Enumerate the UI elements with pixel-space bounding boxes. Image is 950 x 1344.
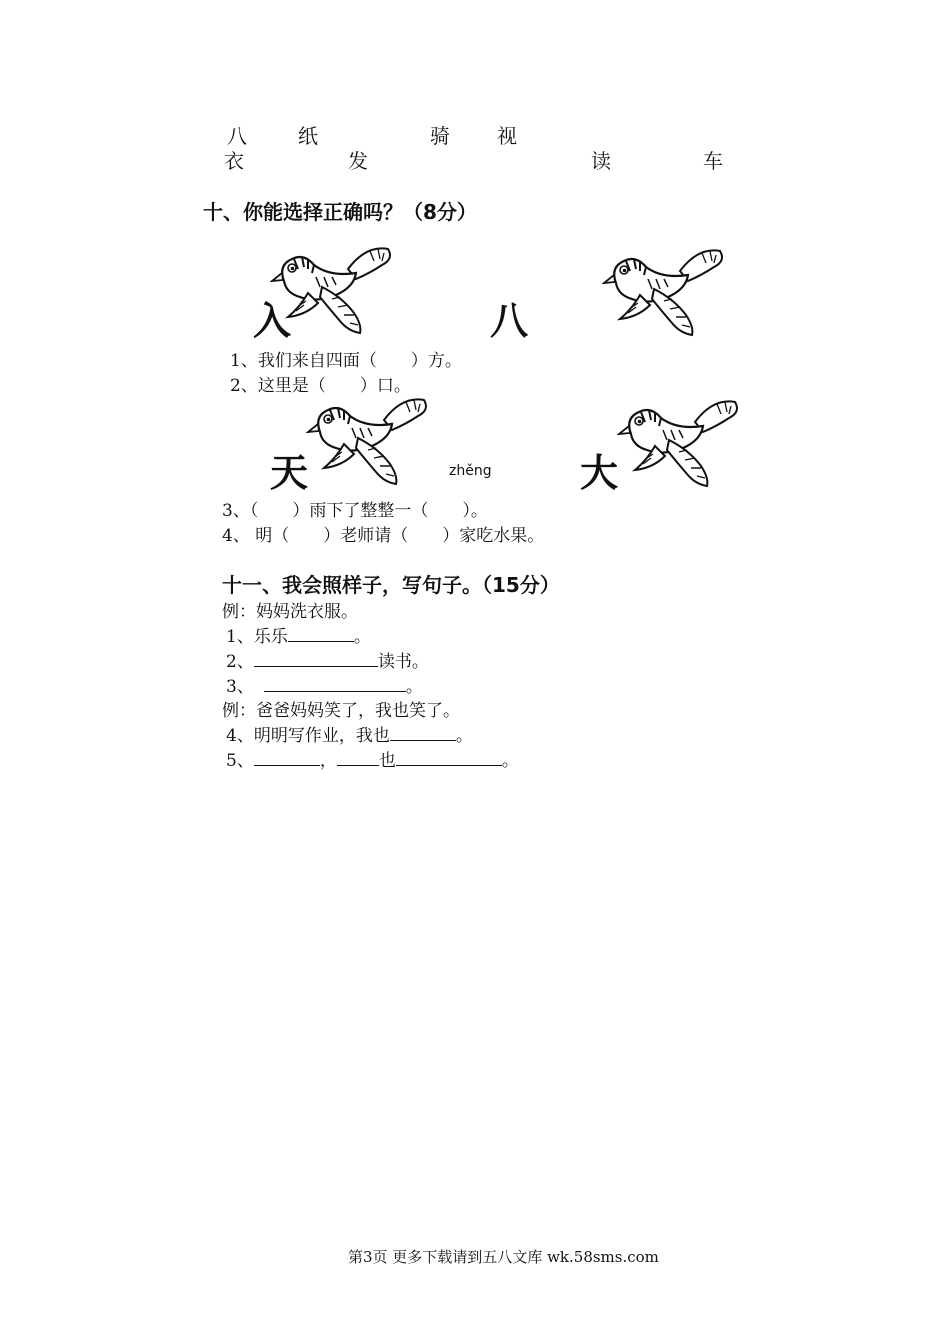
sentence-2 bbox=[226, 647, 429, 672]
sentence-5-comma: ， bbox=[319, 751, 337, 771]
question-3: 3、（ ）雨下了整整一（ ）。 bbox=[222, 501, 488, 521]
char-row1-item-2: 纸 bbox=[298, 124, 318, 148]
sentence-3-prefix: 3、 bbox=[226, 677, 254, 697]
sentence-5-prefix: 5、 bbox=[226, 751, 254, 771]
page-footer: 第3页 更多下载请到五八文库 wk.58sms.com bbox=[348, 1248, 659, 1266]
example-2: 例：爸爸妈妈笑了，我也笑了。 bbox=[222, 701, 460, 721]
answer-blank-5a[interactable] bbox=[254, 750, 320, 766]
sentence-5 bbox=[226, 746, 519, 771]
option-a-char: 入 bbox=[253, 299, 292, 343]
answer-blank-1[interactable] bbox=[288, 626, 354, 642]
sentence-5-mid: 也 bbox=[378, 751, 396, 771]
sentence-2-suffix: 读书。 bbox=[377, 652, 429, 672]
char-row2-item-3: 读 bbox=[591, 149, 611, 173]
answer-blank-3[interactable] bbox=[264, 676, 406, 692]
pinyin-zheng: zhěng bbox=[449, 463, 492, 479]
sentence-1-prefix: 1、乐乐 bbox=[226, 627, 288, 647]
answer-blank-2[interactable] bbox=[254, 651, 378, 667]
char-row1-item-1: 八 bbox=[227, 124, 247, 148]
answer-blank-4[interactable] bbox=[390, 725, 456, 741]
section11-title: 十一、我会照样子，写句子。（15分） bbox=[222, 573, 560, 597]
section10-title: 十、你能选择正确吗？（8分） bbox=[203, 200, 477, 224]
char-row1-item-4: 视 bbox=[497, 124, 517, 148]
answer-blank-5b[interactable] bbox=[337, 750, 379, 766]
sentence-3-suffix: 。 bbox=[405, 677, 423, 697]
sentence-3 bbox=[226, 672, 423, 697]
sentence-1 bbox=[226, 622, 371, 647]
question-1: 1、我们来自四面（ ）方。 bbox=[230, 351, 462, 371]
option-d-char: 大 bbox=[580, 451, 619, 495]
char-row1-item-3: 骑 bbox=[430, 124, 450, 148]
sentence-4 bbox=[226, 721, 473, 746]
sentence-1-suffix: 。 bbox=[353, 627, 371, 647]
option-b-char: 八 bbox=[490, 299, 529, 343]
option-c-char: 天 bbox=[270, 451, 309, 495]
sentence-4-suffix: 。 bbox=[455, 726, 473, 746]
bird-illustration-4 bbox=[617, 396, 742, 491]
answer-blank-5c[interactable] bbox=[396, 750, 502, 766]
char-row2-item-1: 衣 bbox=[224, 149, 244, 173]
question-2: 2、这里是（ ）口。 bbox=[230, 376, 411, 396]
char-row2-item-2: 发 bbox=[348, 149, 368, 173]
sentence-5-suffix: 。 bbox=[501, 751, 519, 771]
char-row2-item-4: 车 bbox=[703, 149, 723, 173]
question-4: 4、 明（ ）老师请（ ）家吃水果。 bbox=[222, 526, 545, 546]
bird-illustration-2 bbox=[602, 245, 727, 340]
sentence-2-prefix: 2、 bbox=[226, 652, 254, 672]
bird-illustration-3 bbox=[306, 394, 431, 489]
example-1: 例：妈妈洗衣服。 bbox=[222, 602, 358, 622]
sentence-4-prefix: 4、明明写作业，我也 bbox=[226, 726, 390, 746]
